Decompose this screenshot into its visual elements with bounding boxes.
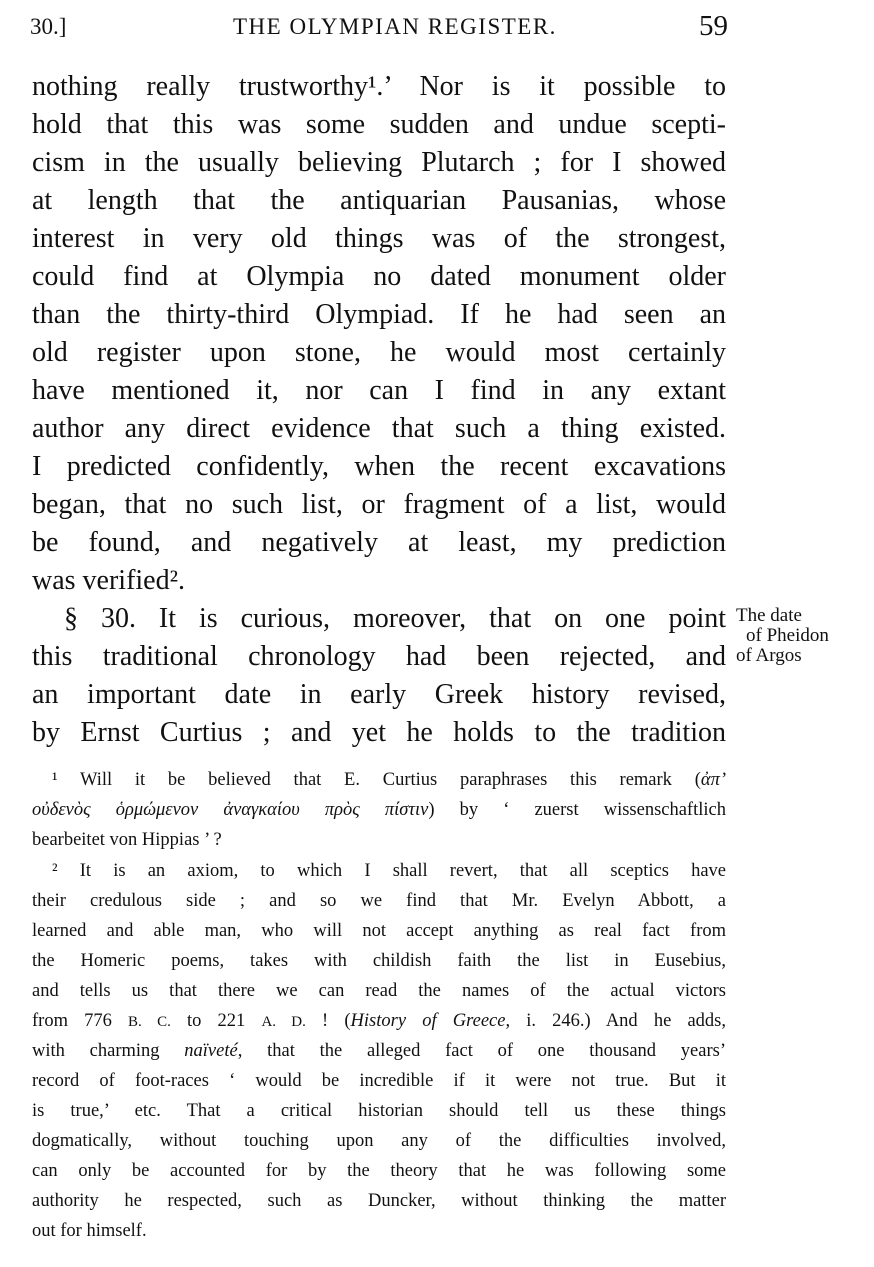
footnote-2-line: out for himself.: [32, 1221, 147, 1241]
body-line: have mentioned it, nor can I find in any extant: [32, 375, 726, 406]
footnote-1-line: bearbeitet von Hippias ’ ?: [32, 830, 222, 850]
body-line: cism in the usually believing Plutarch ; for I showed: [32, 147, 726, 178]
body-line: was verified².: [32, 565, 186, 596]
body-line: I predicted confidently, when the recent excavations: [32, 451, 726, 482]
footnote-2-line: with charming naïveté, that the alleged fact of one thousand years’: [32, 1041, 726, 1061]
body-line: author any direct evidence that such a thing existed.: [32, 413, 726, 444]
footnote-2-line: from 776 B. C. to 221 A. D. ! (History of Greece, i. 246.) And he adds,: [32, 1011, 726, 1031]
footnote-2-line: dogmatically, without touching upon any of the difficulties involved,: [32, 1131, 726, 1151]
section-heading-line: § 30. It is curious, moreover, that on one point: [64, 603, 726, 634]
footnote-2-line: ² It is an axiom, to which I shall revert, that all sceptics have: [52, 861, 726, 881]
body-line: an important date in early Greek history revised,: [32, 679, 726, 710]
margin-note-line: of Argos: [736, 645, 802, 666]
running-header: [30, 10, 730, 44]
footnote-1-line: οὐδενὸς ὁρμώμενον ἀναγκαίου πρὸς πίστιν) by ‘ zuerst wissenschaftlich: [32, 800, 726, 820]
body-line: old register upon stone, he would most certainly: [32, 337, 726, 368]
body-line: interest in very old things was of the strongest,: [32, 223, 726, 254]
body-line: by Ernst Curtius ; and yet he holds to the tradition: [32, 717, 726, 748]
body-line: be found, and negatively at least, my prediction: [32, 527, 726, 558]
body-line: at length that the antiquarian Pausanias, whose: [32, 185, 726, 216]
page-number: 59: [699, 10, 728, 42]
footnote-2-line: their credulous side ; and so we find that Mr. Evelyn Abbott, a: [32, 891, 726, 911]
footnote-2-line: and tells us that there we can read the names of the actual victors: [32, 981, 726, 1001]
body-line: this traditional chronology had been rejected, and: [32, 641, 726, 672]
footnote-2-line: learned and able man, who will not accept anything as real fact from: [32, 921, 726, 941]
margin-note-line: of Pheidon: [746, 625, 829, 646]
footnote-2-line: authority he respected, such as Duncker, without thinking the matter: [32, 1191, 726, 1211]
body-line: began, that no such list, or fragment of a list, would: [32, 489, 726, 520]
body-line: than the thirty-third Olympiad. If he had seen an: [32, 299, 726, 330]
body-line: hold that this was some sudden and undue scepti-: [32, 109, 726, 140]
margin-note-line: The date: [736, 605, 802, 626]
body-line: could find at Olympia no dated monument older: [32, 261, 726, 292]
running-title: THE OLYMPIAN REGISTER.: [233, 14, 557, 39]
footnote-2-line: can only be accounted for by the theory that he was following some: [32, 1161, 726, 1181]
footnote-2-line: the Homeric poems, takes with childish faith the list in Eusebius,: [32, 951, 726, 971]
footnote-1-line: ¹ Will it be believed that E. Curtius paraphrases this remark (ἀπ’: [52, 770, 726, 790]
section-marker: 30.]: [30, 14, 67, 39]
footnote-2-line: record of foot-races ‘ would be incredible if it were not true. But it: [32, 1071, 726, 1091]
footnote-2-line: is true,’ etc. That a critical historian should tell us these things: [32, 1101, 726, 1121]
body-line: nothing really trustworthy¹.’ Nor is it possible to: [32, 71, 726, 102]
